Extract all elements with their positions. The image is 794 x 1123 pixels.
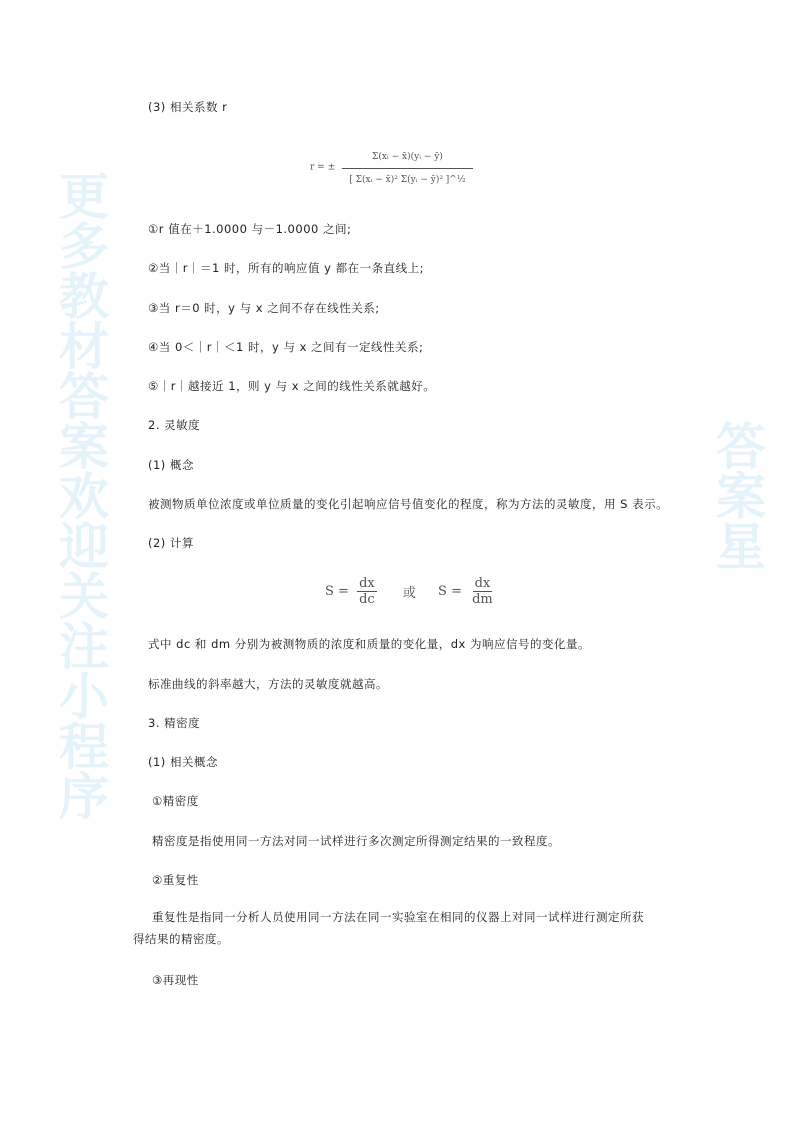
list-item: ②当｜r｜＝1 时，所有的响应值 y 都在一条直线上; — [148, 261, 424, 275]
item-reproducibility-title: ③再现性 — [152, 973, 199, 987]
formula-num: dx — [474, 576, 491, 591]
formula-den: dc — [359, 592, 375, 607]
heading-sensitivity: 2. 灵敏度 — [148, 418, 201, 432]
list-item: ③当 r＝0 时，y 与 x 之间不存在线性关系; — [148, 301, 380, 315]
item-precision-title: ①精密度 — [152, 794, 199, 808]
watermark: 更多教材答案欢迎关注小程序 — [51, 170, 109, 820]
formula-s: S = — [325, 584, 349, 599]
list-item: ④当 0＜｜r｜＜1 时，y 与 x 之间有一定线性关系; — [148, 340, 424, 354]
item-repeatability-title: ②重复性 — [152, 873, 199, 887]
formula-lhs: r = ± — [310, 162, 336, 173]
item-repeatability-text: 重复性是指同一分析人员使用同一方法在同一实验室在相同的仪器上对同一试样进行测定所获得结果的精密度。 — [133, 910, 644, 946]
heading-related-concepts: (1) 相关概念 — [148, 755, 218, 769]
formula-explanation: 式中 dc 和 dm 分别为被测物质的浓度和质量的变化量，dx 为响应信号的变化量。 — [148, 637, 591, 651]
item-precision-text: 精密度是指使用同一方法对同一试样进行多次测定所得测定结果的一致程度。 — [152, 834, 560, 848]
formula-num: dx — [359, 576, 375, 591]
heading-precision: 3. 精密度 — [148, 716, 201, 730]
correlation-formula — [310, 150, 477, 185]
formula-den: dm — [472, 592, 493, 607]
watermark-secondary: 答案星 — [708, 420, 766, 570]
formula-or: 或 — [402, 586, 416, 601]
heading-correlation: (3) 相关系数 r — [148, 100, 228, 114]
formula-s: S = — [438, 584, 462, 599]
list-item: ⑤｜r｜越接近 1，则 y 与 x 之间的线性关系就越好。 — [148, 379, 436, 393]
sensitivity-formula — [325, 576, 499, 607]
heading-calculation: (2) 计算 — [148, 536, 194, 550]
heading-concept: (1) 概念 — [148, 458, 194, 472]
formula-numerator: Σ(xᵢ − x̄)(yᵢ − ȳ) — [342, 150, 473, 169]
formula-denominator: [ Σ(xᵢ − x̄)² Σ(yᵢ − ȳ)² ]^½ — [349, 175, 466, 185]
list-item: ①r 值在＋1.0000 与－1.0000 之间; — [148, 222, 352, 236]
sensitivity-note: 标准曲线的斜率越大，方法的灵敏度就越高。 — [148, 677, 388, 691]
concept-text: 被测物质单位浓度或单位质量的变化引起响应信号值变化的程度，称为方法的灵敏度，用 S 表示。 — [148, 497, 669, 511]
